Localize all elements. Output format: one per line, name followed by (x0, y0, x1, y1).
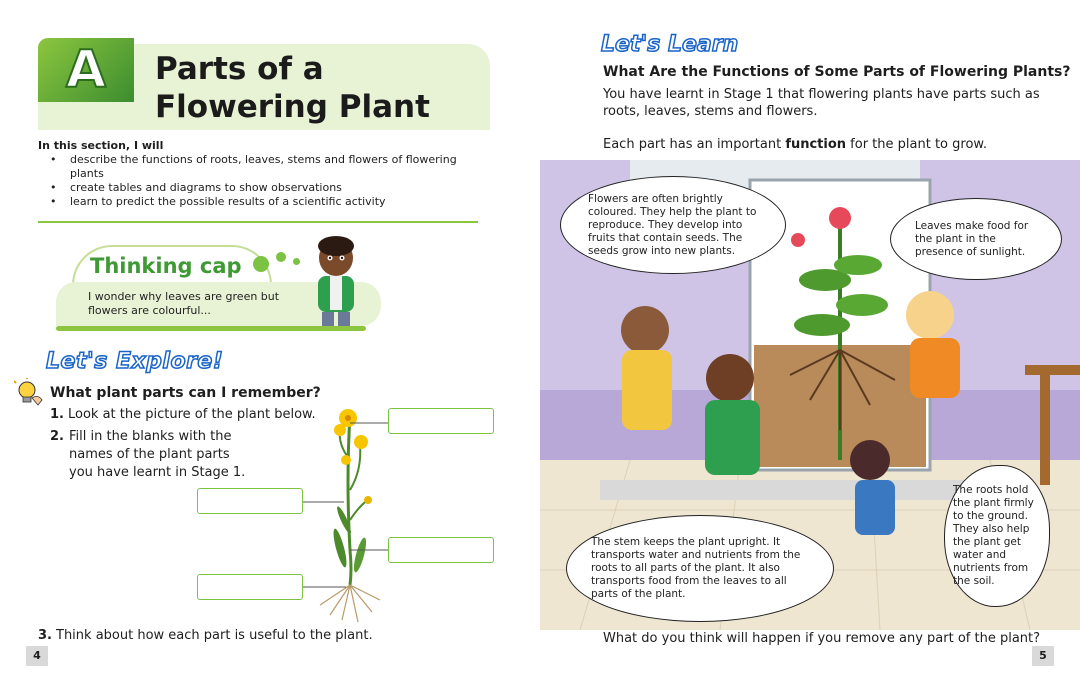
objectives-heading: In this section, I will (38, 139, 164, 152)
speech-bubble-roots-text: The roots hold the plant firmly to the ground. They also help the plant get water and nutrients from the soil. (953, 484, 1034, 587)
learn-heading: What Are the Functions of Some Parts of Flowering Plants? (603, 64, 1071, 80)
speech-bubble-stem (566, 515, 834, 622)
thought-dot (276, 252, 286, 262)
step-3-number: 3. (38, 628, 52, 643)
blank-label-flower[interactable] (388, 408, 494, 434)
blank-label-root[interactable] (197, 574, 303, 600)
step-2 (50, 428, 250, 482)
thinking-boy-illustration (308, 236, 364, 328)
step-3-text: Think about how each part is useful to the plant. (56, 628, 373, 643)
section-letter-badge (38, 38, 134, 102)
section-title-line2: Flowering Plant (155, 89, 430, 125)
objective-item: • describe the functions of roots, leaves, stems and flowers of flowering plants (38, 153, 478, 181)
section-title-line1: Parts of a (155, 51, 324, 87)
speech-bubble-leaves-text: Leaves make food for the plant in the presence of sunlight. (915, 219, 1029, 258)
speech-bubble-roots (944, 465, 1050, 607)
lets-learn-banner: Let's Learn (601, 32, 739, 57)
lets-explore-banner: Let's Explore! (46, 349, 224, 374)
bottom-question: What do you think will happen if you remove any part of the plant? (603, 631, 1041, 646)
step-3 (38, 627, 458, 645)
objectives-list (38, 153, 478, 209)
step-1-text: Look at the picture of the plant below. (68, 407, 316, 422)
classroom-illustration (540, 160, 1080, 630)
section-title (155, 50, 430, 126)
speech-bubble-flowers-text: Flowers are often brightly coloured. They help the plant to reproduce. They develop into fruits that contain seeds. The seeds grow into new plants. (588, 192, 757, 257)
label-leader-lines (300, 415, 390, 605)
page-number-right: 5 (1032, 646, 1054, 666)
learn-paragraph-2 (603, 136, 1053, 153)
objective-item: • create tables and diagrams to show observations (38, 181, 478, 195)
learn-paragraph-1: You have learnt in Stage 1 that flowering plants have parts such as roots, leaves, stems and flowers. (603, 87, 1040, 119)
blank-label-leaf[interactable] (197, 488, 303, 514)
section-divider (38, 221, 478, 223)
speech-bubble-stem-text: The stem keeps the plant upright. It transports water and nutrients from the roots to all parts of the plant. It also transports food from the leaves to all parts of the plant. (591, 536, 801, 600)
question-title: What plant parts can I remember? (50, 385, 321, 401)
thought-dot (293, 258, 300, 265)
para2-pre: Each part has an important (603, 137, 786, 152)
section-letter: A (65, 40, 107, 100)
para2-post: for the plant to grow. (846, 137, 987, 152)
speech-bubble-flowers (560, 176, 786, 274)
step-2-number: 2. (50, 429, 64, 444)
thought-dot (253, 256, 269, 272)
page-number-left: 4 (26, 646, 48, 666)
blank-label-stem[interactable] (388, 537, 494, 563)
thinking-cap-text: I wonder why leaves are green but flowers are colourful... (88, 290, 280, 317)
speech-bubble-leaves (890, 198, 1062, 280)
thinking-cap-title: Thinking cap (90, 254, 242, 278)
step-1 (50, 406, 320, 424)
step-2-text: Fill in the blanks with the names of the plant parts you have learnt in Stage 1. (69, 429, 246, 480)
step-1-number: 1. (50, 407, 64, 422)
objective-item: • learn to predict the possible results of a scientific activity (38, 195, 478, 209)
lightbulb-icon (14, 378, 44, 406)
para2-bold: function (785, 137, 847, 152)
